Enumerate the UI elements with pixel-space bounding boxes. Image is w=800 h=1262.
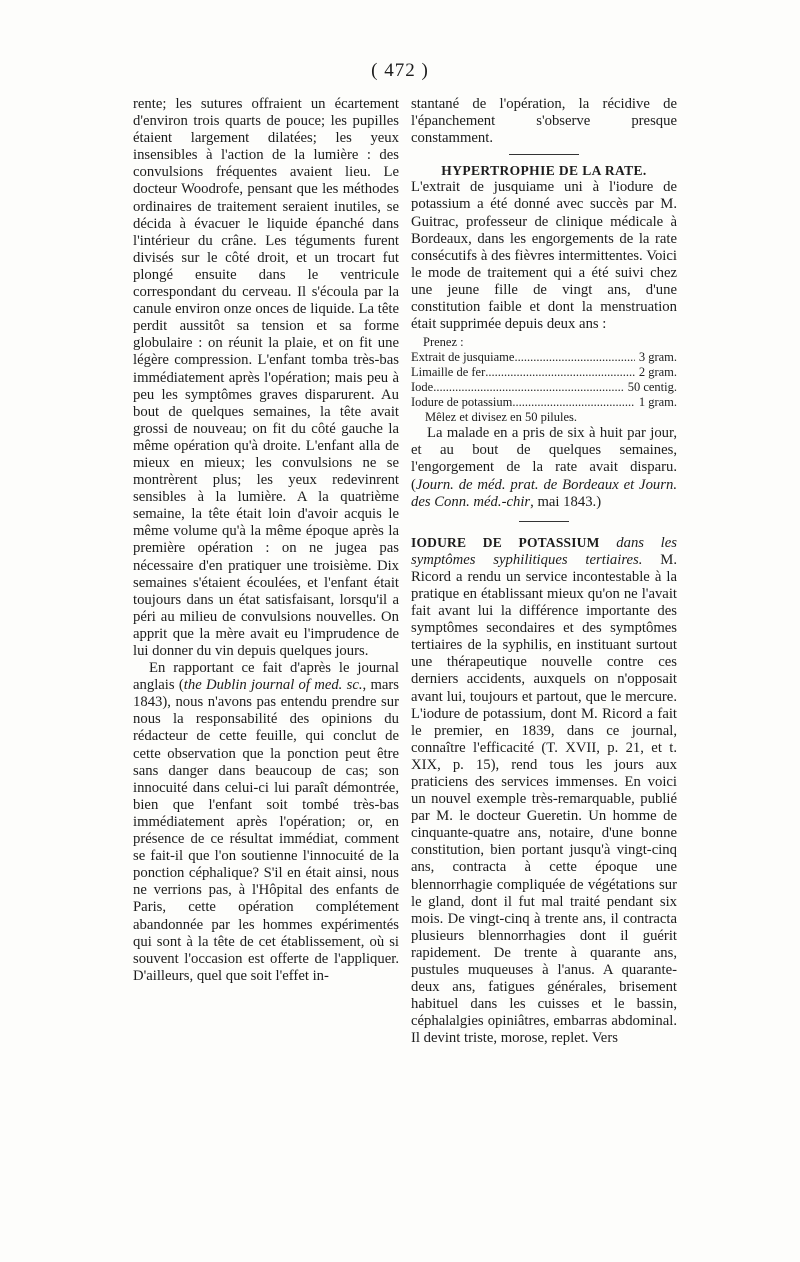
prescription-item-name: Iodure de potassium	[411, 395, 513, 410]
section-iodure	[411, 534, 677, 1048]
prescription-item	[411, 395, 677, 410]
left-paragraph-2	[133, 660, 399, 985]
page-number: ( 472 )	[371, 60, 429, 81]
prescription-item-name: Extrait de jusquiame	[411, 350, 515, 365]
dot-leader	[433, 380, 623, 395]
prescription-item	[411, 365, 677, 380]
left-paragraph-1: rente; les sutures offraient un écartement d'environ trois quarts de pouce; les pupilles étaient largement dilatées; les yeux insensibles à l'action de la lumière : des convulsions fréquentes avaient lieu. Le docteur Woodrofe, pensant que les méthodes ordinaires de traitement seraient inutiles, se décida à évacuer le liquide épanché dans l'intérieur du crâne. Les téguments furent divisés sur le côté droit, et un trocart fut plongé ensuite dans le ventricule correspondant du cerveau. Il s'écoula par la canule environ onze onces de liquide. La tête perdit aussitôt sa tension et sa forme globulaire : on réunit la plaie, et on fit une légère compression. L'enfant tomba très-bas immédiatement après l'opération; mais peu à peu les symptômes graves disparurent. Au bout de quelques semaines, la tête avait grossi de nouveau; on fit du côté gauche la même opération qu'à droite. L'enfant alla de mieux en mieux; les convulsions ne se montrèrent plus; les yeux redevinrent sensibles à la lumière. A la quatrième semaine, la tête était loin d'avoir acquis le même volume qu'à la même époque après la première opération : on ne jugea pas nécessaire d'en pratiquer une troisième. Dix semaines s'étaient écoulées, et l'enfant était toujours dans un état satisfaisant, lorsqu'il a péri au milieu de convulsions nouvelles. On apprit que la mère avait eu l'imprudence de lui donner du vin depuis quelques jours.	[133, 96, 399, 659]
prescription-item-qty: 1 gram.	[638, 395, 677, 410]
prescription-item-name: Iode	[411, 380, 434, 395]
right-paragraph-2: L'extrait de jusquiame uni à l'iodure de potassium a été donné avec succès par M. Guitrac, professeur de clinique médicale à Bordeaux, dans les engorgements de la rate consécutifs à des fièvres intermittentes. Voici le mode de traitement qui a été suivi chez une jeune fille de vingt ans, d'une constitution faible et dont la menstruation était supprimée depuis deux ans :	[411, 179, 677, 333]
prescription-item-qty: 2 gram.	[638, 365, 677, 380]
left-paragraph-2-text-b: , mars 1843), nous n'avons pas entendu prendre sur nous la responsabilité des opinions du rédacteur de cette feuille, qui conclut de cette observation que la ponction peut être sans danger dans beaucoup de cas; son innocuité dans celui-ci lui paraît démontrée, bien que l'enfant soit tombé très-bas immédiatement après l'opération; or, en présence de ce résultat immédiat, comment se fait-il que l'on soutienne l'innocuité de la ponction céphalique? S'il en était ainsi, nous ne verrions pas, à l'Hôpital des enfants de Paris, cette opération complétement abandonnée par les hommes expérimentés qui sont à la tête de cet établissement, où si souvent l'occasion est offerte de l'appliquer. D'ailleurs, quel que soit l'effet in-	[133, 677, 400, 984]
prescription-item-qty: 3 gram.	[638, 350, 677, 365]
left-paragraph-2-text-a: En rapportant ce fait d'après le journal anglais (	[133, 660, 399, 694]
right-paragraph-4: M. Ricord a rendu un service incontestable à la pratique en établissant mieux qu'on ne l'avait fait avant lui la différence importante des symptômes secondaires et des symptômes tertiaires de la syphilis, en instituant surtout une thérapeutique nouvelle contre ces derniers accidents, auxquels on n'opposait avant lui, toujours et partout, que le mercure. L'iodure de potassium, dont M. Ricord a fait le premier, en 1839, dans ce journal, connaître l'efficacité (T. XVII, p. 21, et t. XIX, p. 15), rend tous les jours aux praticiens des services immenses. En voici un nouvel exemple très-remarquable, publié par M. le docteur Gueretin. Un homme de cinquante-quatre ans, notaire, d'une bonne constitution, bien portant jusqu'à vingt-cinq ans, contracta à cette époque une blennorrhagie compliquée de végétations sur le gland, dont il fut mal traité pendant six mois. De vingt-cinq à trente ans, il contracta plusieurs blennorrhagies dont il guérit rapidement. De trente à quarante ans, pustules muqueuses à l'anus. A quarante-deux ans, fatigues générales, brisement habituel dans les cuisses et le bassin, céphalalgies opiniâtres, embarras abdominal. Il devint triste, morose, replet. Vers	[411, 551, 677, 1047]
right-column	[411, 96, 677, 1048]
right-paragraph-1: stantané de l'opération, la récidive de l'épanchement s'observe presque constamment.	[411, 96, 677, 147]
left-column	[133, 96, 399, 985]
journal-citation: Journ. de méd. prat. de Bordeaux et Journ. des Conn. méd.-chir	[411, 476, 677, 510]
right-paragraph-3	[411, 425, 677, 510]
prescription-item-name: Limaille de fer	[411, 365, 486, 380]
prescription-item	[411, 380, 677, 395]
right-paragraph-3-text-b: , mai 1843.)	[530, 493, 602, 510]
right-paragraph-3-text-a: La malade en a pris de six à huit par jour, et au bout de quelques semaines, l'engorgement de la rate avait disparu. (	[411, 425, 677, 493]
section-divider	[519, 521, 569, 522]
prescription-item-qty: 50 centig.	[627, 380, 677, 395]
prescription-block	[411, 334, 677, 425]
dot-leader	[485, 365, 635, 380]
section-heading-iodure: IODURE DE POTASSIUM	[411, 534, 600, 550]
dot-leader	[512, 395, 634, 410]
dot-leader	[514, 350, 634, 365]
prescription-item	[411, 350, 677, 365]
journal-citation: the Dublin journal of med. sc.	[183, 677, 363, 694]
section-heading-hypertrophie: HYPERTROPHIE DE LA RATE.	[441, 163, 647, 179]
section-heading-iodure-subtitle: dans les symptômes syphilitiques tertiaires.	[411, 534, 677, 568]
prescription-title: Prenez :	[423, 335, 464, 350]
section-divider	[509, 154, 579, 155]
prescription-note: Mêlez et divisez en 50 pilules.	[425, 410, 578, 425]
